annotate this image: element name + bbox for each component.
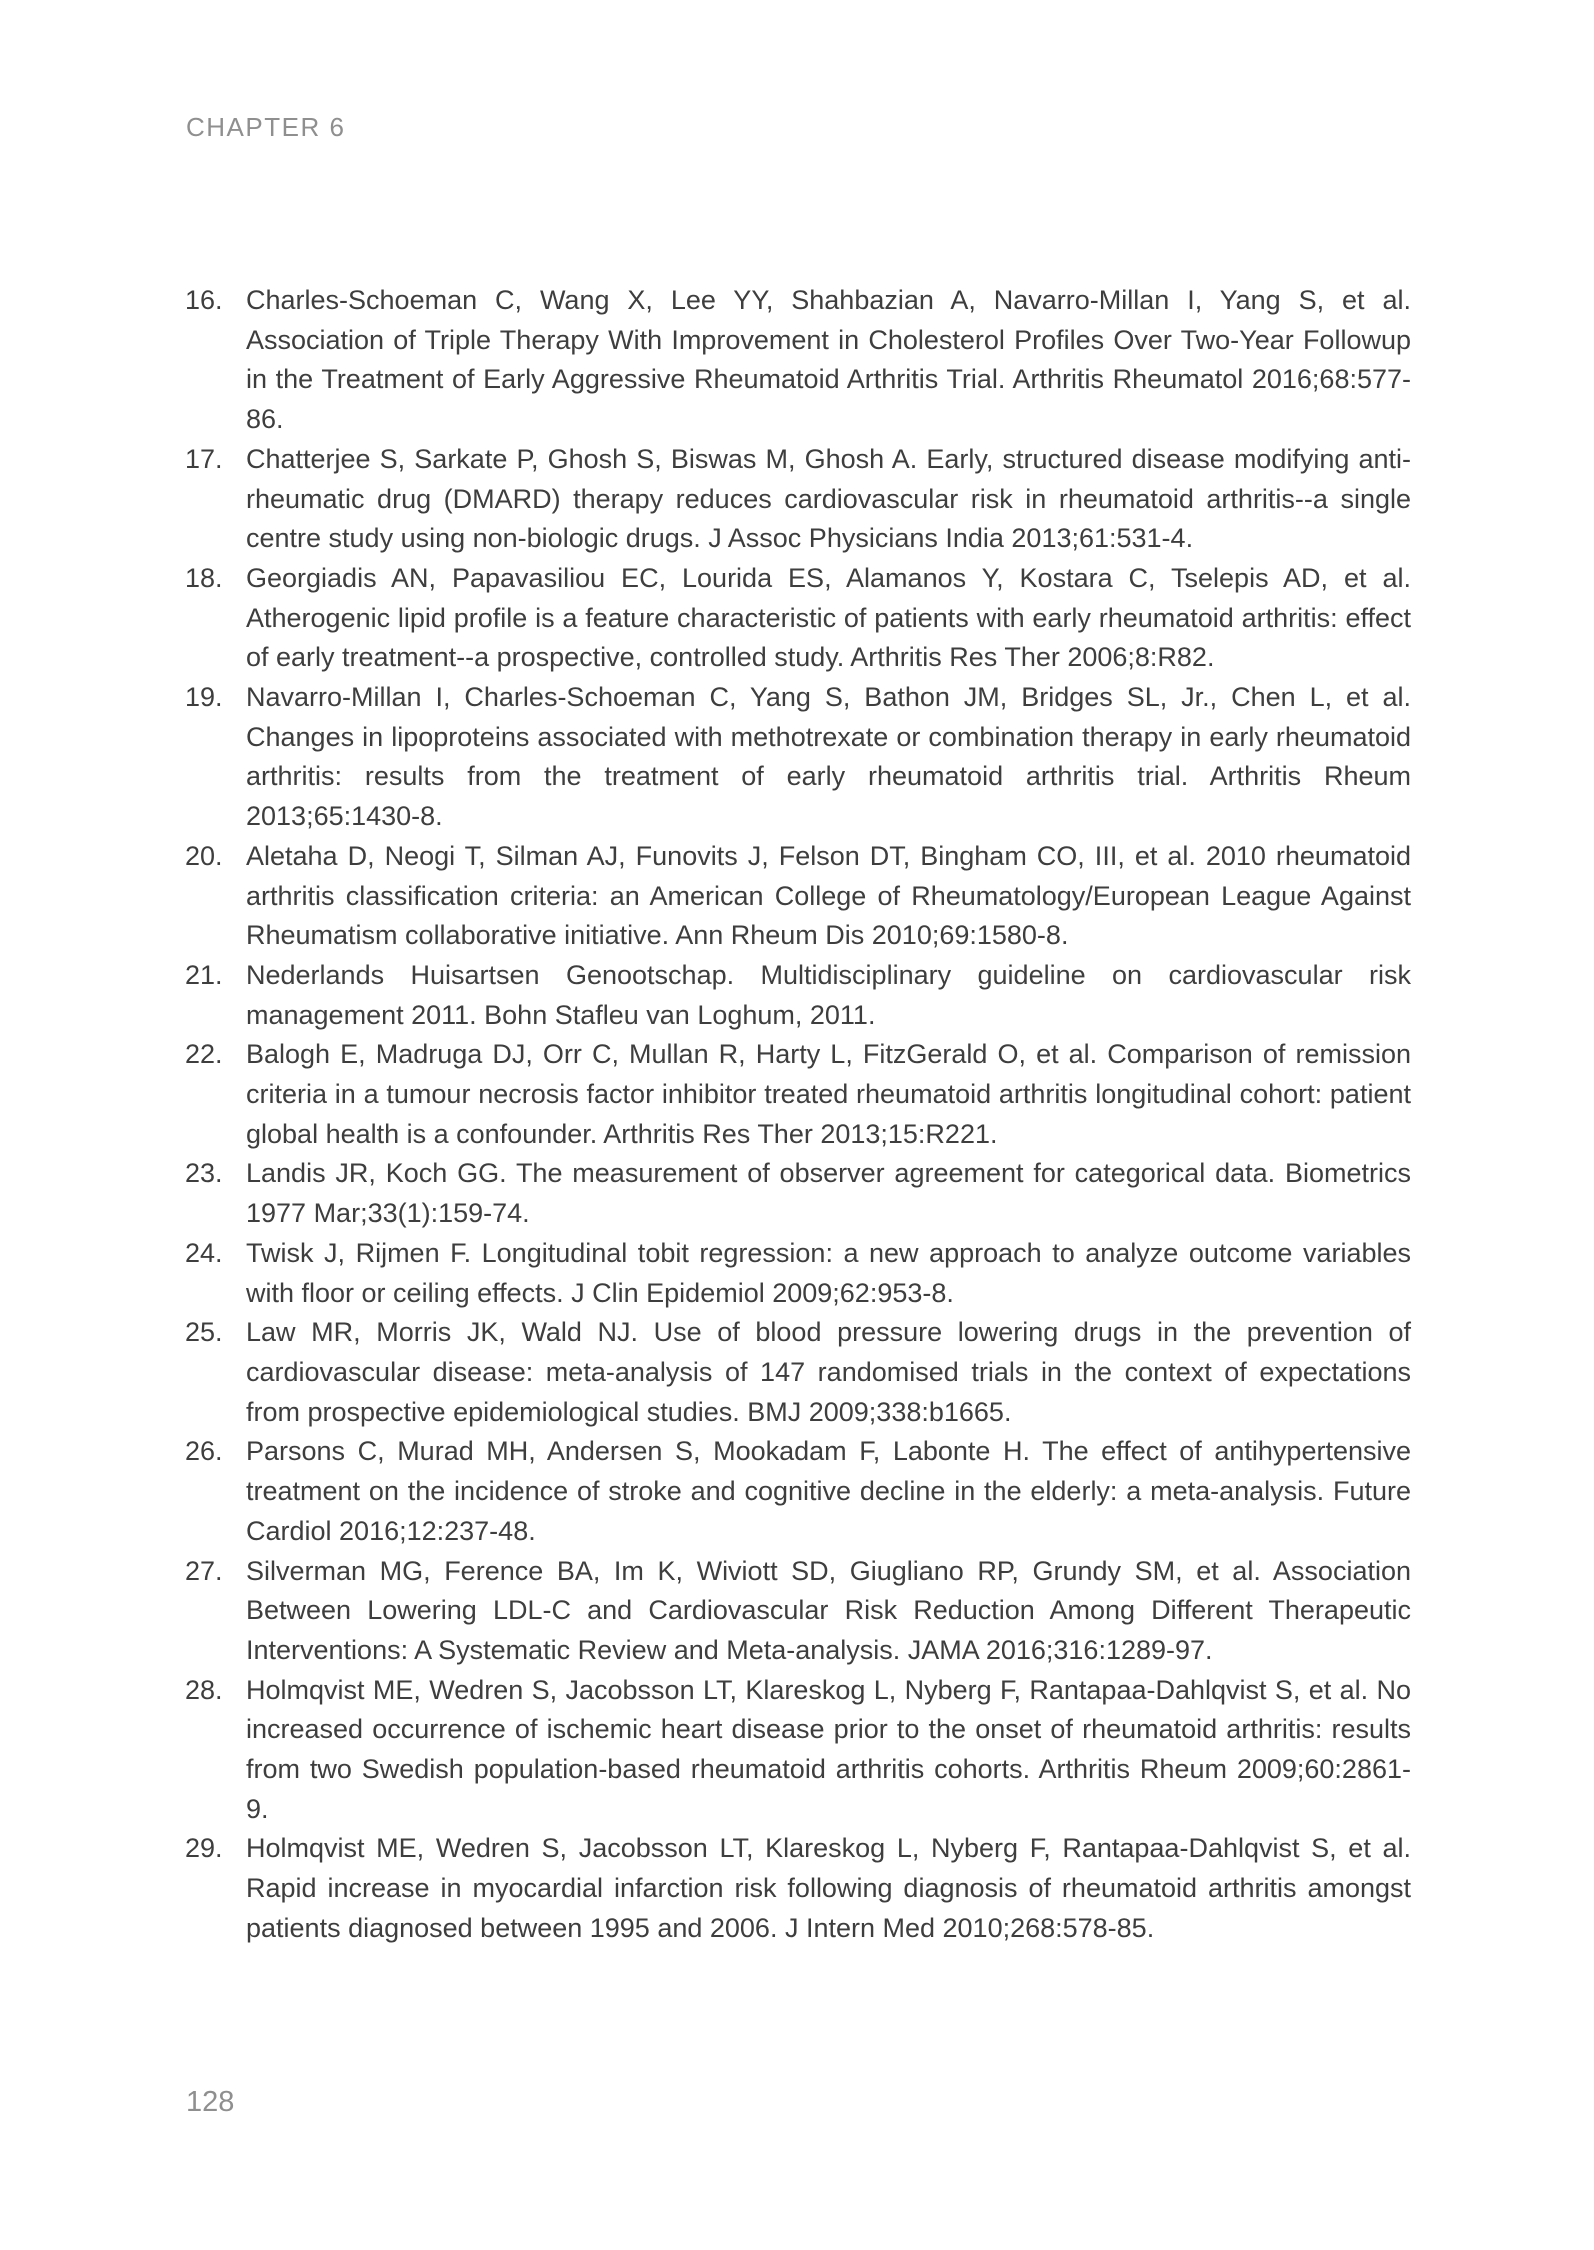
reference-number: 26. — [185, 1436, 223, 1467]
reference-number: 25. — [185, 1317, 223, 1348]
reference-text: Navarro-Millan I, Charles-Schoeman C, Yang S, Bathon JM, Bridges SL, Jr., Chen L, et al. Changes in lipoproteins associated with methotrexate or combination therapy in early rheumatoid arthritis: results from the treatment of early rheumatoid arthritis trial. Arthritis Rheum 2013;65:1430-8. — [246, 682, 1411, 832]
reference-item — [185, 1154, 1411, 1233]
reference-number: 18. — [185, 562, 223, 593]
reference-text: Parsons C, Murad MH, Andersen S, Mookadam F, Labonte H. The effect of antihypertensive treatment on the incidence of stroke and cognitive decline in the elderly: a meta-analysis. Future Cardiol 2016;12:237-48. — [246, 1436, 1411, 1546]
reference-text: Holmqvist ME, Wedren S, Jacobsson LT, Klareskog L, Nyberg F, Rantapaa-Dahlqvist S, et al. No increased occurrence of ischemic heart disease prior to the onset of rheumatoid arthritis: results from two Swedish population-based rheumatoid arthritis cohorts. Arthritis Rheum 2009;60:2861-9. — [246, 1674, 1411, 1824]
reference-number: 17. — [185, 443, 223, 474]
reference-text: Law MR, Morris JK, Wald NJ. Use of blood pressure lowering drugs in the prevention of cardiovascular disease: meta-analysis of 147 randomised trials in the context of expectations from prospective epidemiological studies. BMJ 2009;338:b1665. — [246, 1317, 1411, 1427]
reference-text: Balogh E, Madruga DJ, Orr C, Mullan R, Harty L, FitzGerald O, et al. Comparison of remission criteria in a tumour necrosis factor inhibitor treated rheumatoid arthritis longitudinal cohort: patient global health is a confounder. Arthritis Res Ther 2013;15:R221. — [246, 1039, 1411, 1149]
reference-item — [185, 440, 1411, 559]
reference-item — [185, 1432, 1411, 1551]
reference-number: 20. — [185, 840, 223, 871]
reference-item — [185, 837, 1411, 956]
reference-text: Charles-Schoeman C, Wang X, Lee YY, Shahbazian A, Navarro-Millan I, Yang S, et al. Association of Triple Therapy With Improvement in Cholesterol Profiles Over Two-Year Followup in the Treatment of Early Aggressive Rheumatoid Arthritis Trial. Arthritis Rheumatol 2016;68:577-86. — [246, 285, 1411, 435]
reference-number: 16. — [185, 285, 223, 315]
reference-text: Landis JR, Koch GG. The measurement of observer agreement for categorical data. Biometrics 1977 Mar;33(1):159-74. — [246, 1158, 1411, 1229]
reference-text: Holmqvist ME, Wedren S, Jacobsson LT, Klareskog L, Nyberg F, Rantapaa-Dahlqvist S, et al. Rapid increase in myocardial infarction risk following diagnosis of rheumatoid arthritis amongst patients diagnosed between 1995 and 2006. J Intern Med 2010;268:578-85. — [246, 1833, 1411, 1943]
reference-number: 29. — [185, 1833, 223, 1864]
chapter-header: CHAPTER 6 — [186, 112, 346, 142]
reference-item — [185, 956, 1411, 1035]
reference-text: Twisk J, Rijmen F. Longitudinal tobit regression: a new approach to analyze outcome variables with floor or ceiling effects. J Clin Epidemiol 2009;62:953-8. — [246, 1237, 1411, 1308]
reference-item — [185, 1035, 1411, 1154]
reference-number: 23. — [185, 1158, 223, 1189]
reference-number: 21. — [185, 959, 223, 990]
reference-item — [185, 1829, 1411, 1948]
reference-item — [185, 1234, 1411, 1313]
reference-text: Nederlands Huisartsen Genootschap. Multidisciplinary guideline on cardiovascular risk management 2011. Bohn Stafleu van Loghum, 2011. — [246, 959, 1411, 1030]
reference-list — [185, 281, 1411, 1949]
reference-item — [185, 281, 1411, 440]
reference-text: Georgiadis AN, Papavasiliou EC, Lourida ES, Alamanos Y, Kostara C, Tselepis AD, et al. Atherogenic lipid profile is a feature characteristic of patients with early rheumatoid arthritis: effect of early treatment--a prospective, controlled study. Arthritis Res Ther 2006;8:R82. — [246, 562, 1411, 673]
reference-number: 24. — [185, 1237, 223, 1268]
reference-item — [185, 1552, 1411, 1671]
reference-item — [185, 1671, 1411, 1830]
reference-item — [185, 678, 1411, 837]
page-number: 128 — [186, 2086, 235, 2118]
reference-number: 27. — [185, 1555, 223, 1586]
reference-text: Chatterjee S, Sarkate P, Ghosh S, Biswas M, Ghosh A. Early, structured disease modifying anti-rheumatic drug (DMARD) therapy reduces cardiovascular risk in rheumatoid arthritis--a single centre study using non-biologic drugs. J Assoc Physicians India 2013;61:531-4. — [246, 443, 1411, 554]
reference-text: Silverman MG, Ference BA, Im K, Wiviott SD, Giugliano RP, Grundy SM, et al. Association Between Lowering LDL-C and Cardiovascular Risk Reduction Among Different Therapeutic Interventions: A Systematic Review and Meta-analysis. JAMA 2016;316:1289-97. — [246, 1555, 1411, 1665]
reference-item — [185, 559, 1411, 678]
reference-number: 22. — [185, 1039, 223, 1070]
reference-number: 19. — [185, 682, 223, 713]
reference-number: 28. — [185, 1674, 223, 1705]
reference-item — [185, 1313, 1411, 1432]
reference-text: Aletaha D, Neogi T, Silman AJ, Funovits J, Felson DT, Bingham CO, III, et al. 2010 rheumatoid arthritis classification criteria: an American College of Rheumatology/European League Against Rheumatism collaborative initiative. Ann Rheum Dis 2010;69:1580-8. — [246, 840, 1411, 951]
